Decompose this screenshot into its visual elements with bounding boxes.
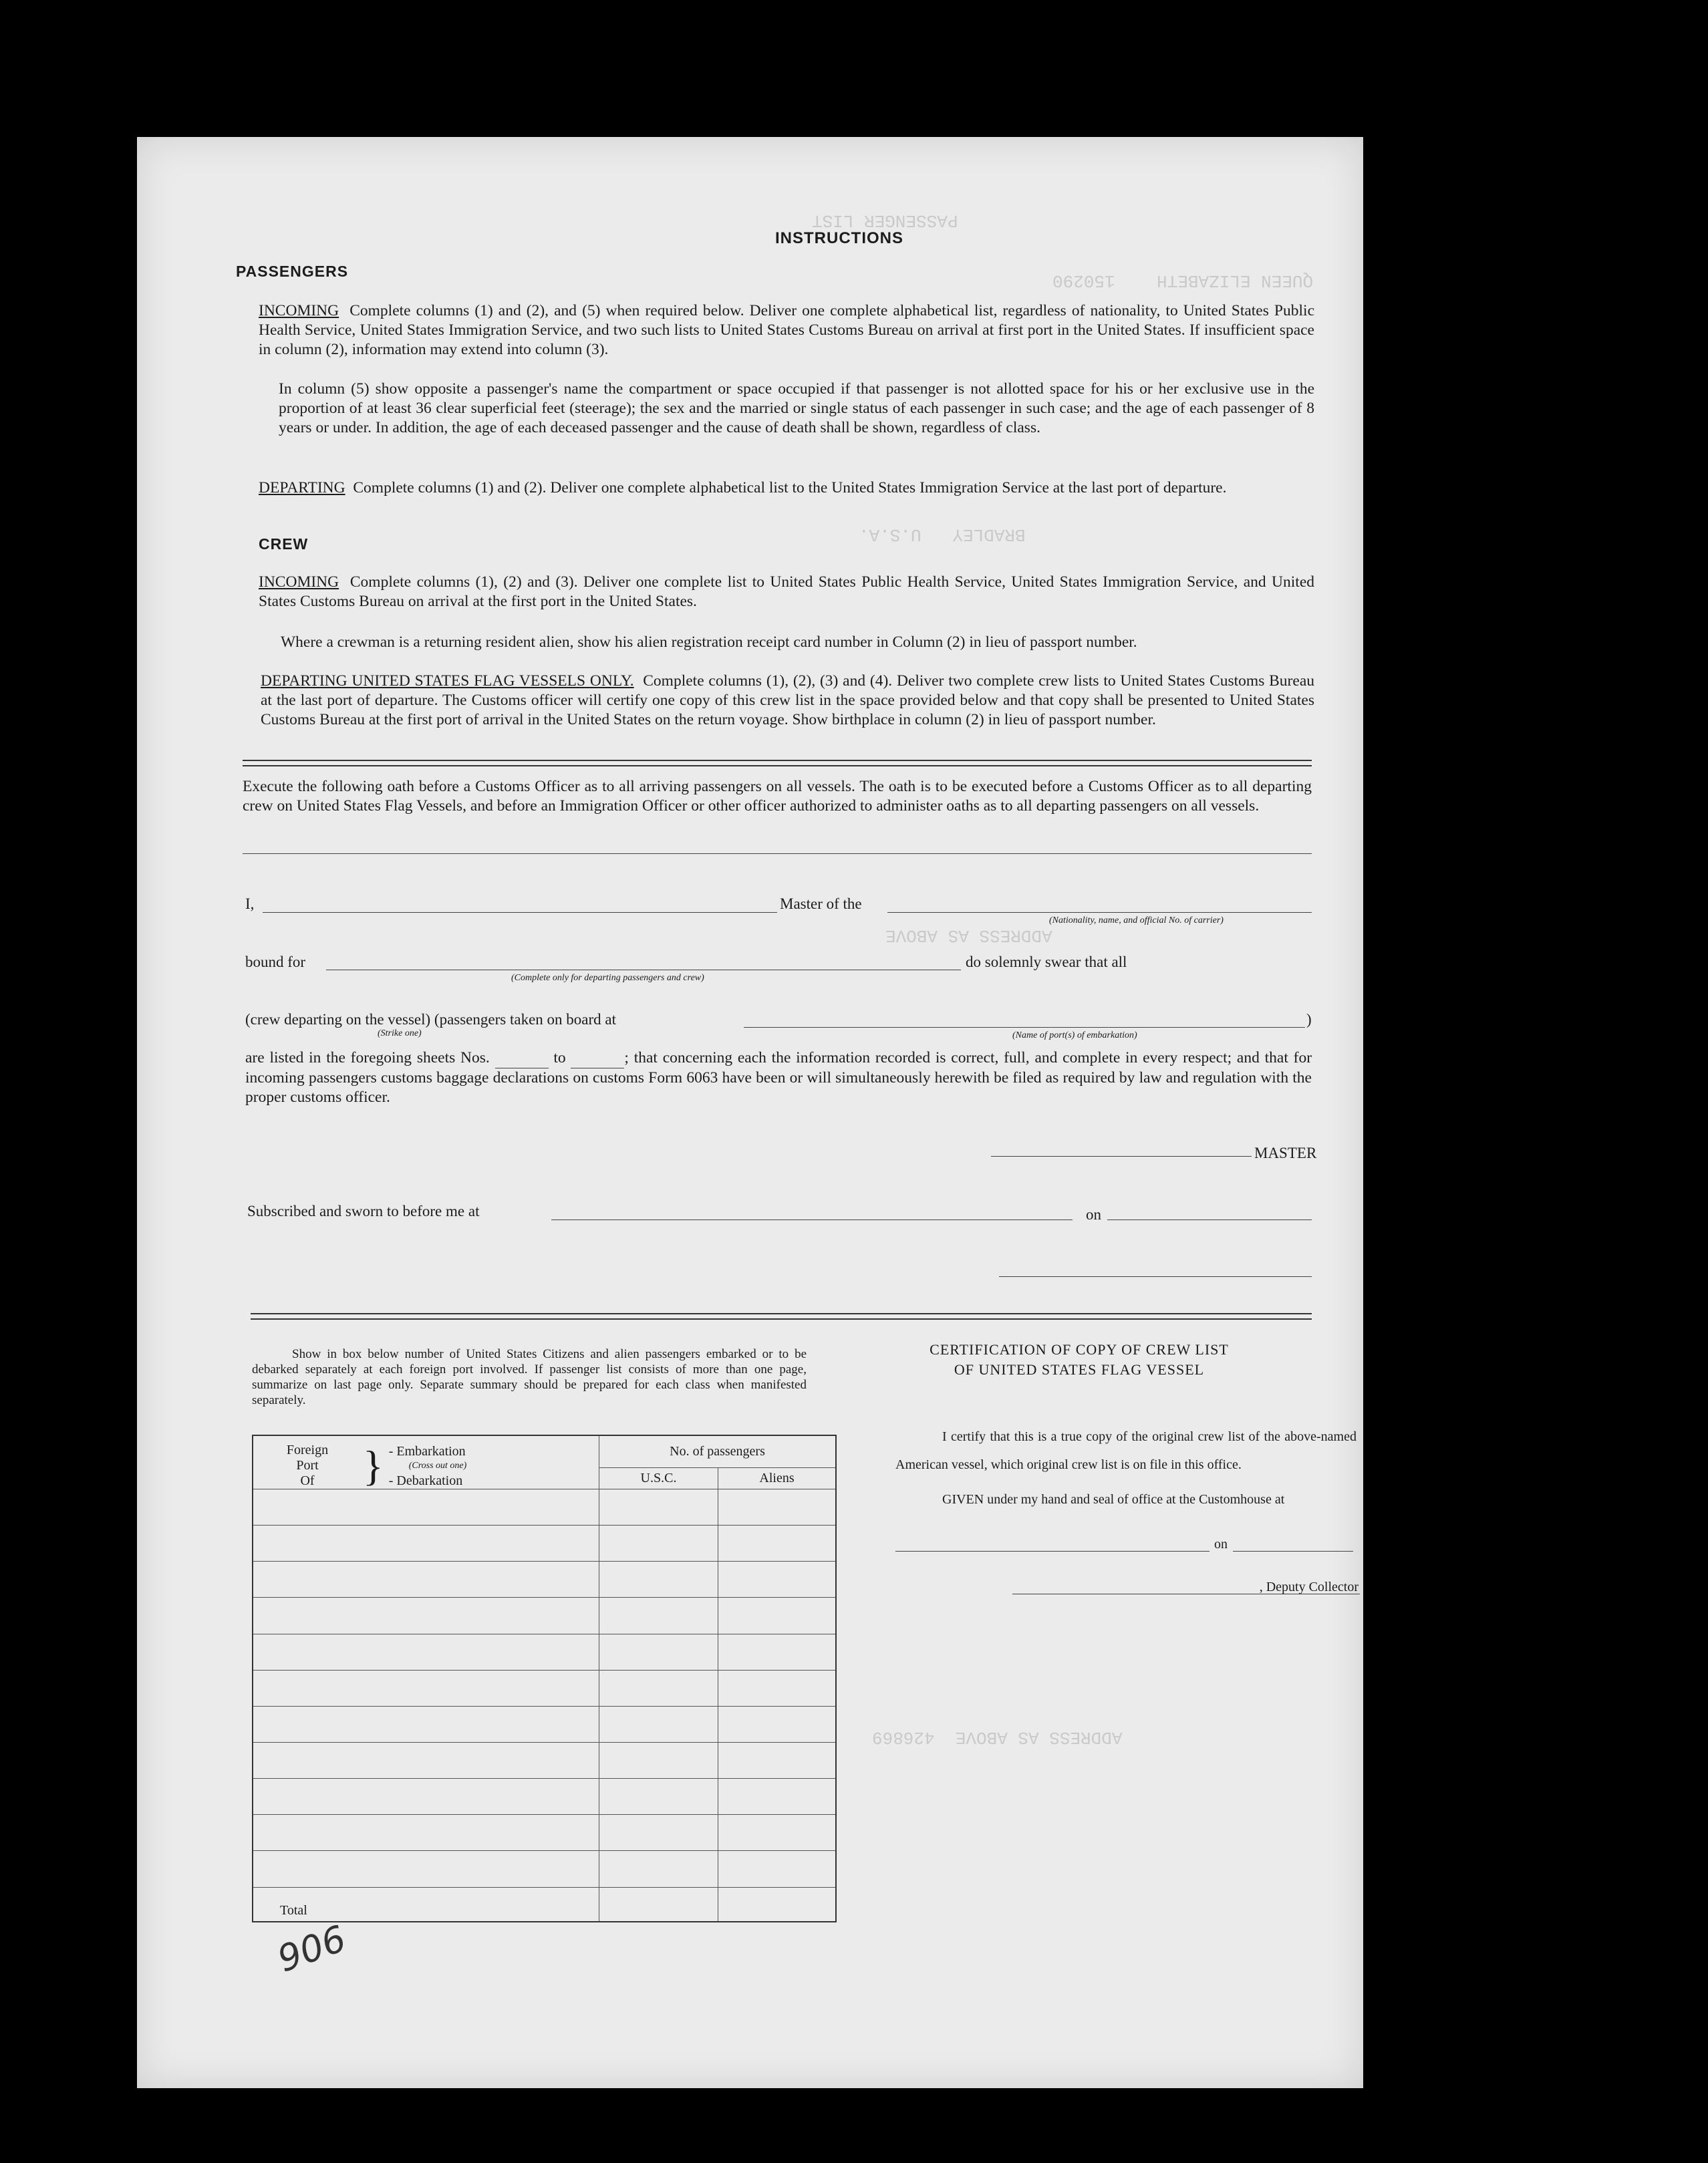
divider-line [243,853,1312,854]
usc-cell[interactable] [599,1562,718,1598]
crew-incoming-label: INCOMING [259,573,339,591]
passengers-departing-paragraph [259,478,1314,498]
to-label: to [553,1049,566,1066]
aliens-cell[interactable] [718,1562,837,1598]
carrier-caption: (Nationality, name, and official No. of carrier) [1049,915,1224,925]
incoming-text: Complete columns (1) and (2), and (5) when required below. Deliver one complete alphabetical list, regardless of nationality, to United States Public Health Service, United States Immigration Service, and two such lists to United States Customs Bureau on arrival at first port in the United States. If insufficient space in column (2), information may extend into column (3). [259,302,1314,358]
document-page [137,137,1363,2088]
listed-paragraph [245,1048,1312,1107]
port-cell[interactable] [253,1526,599,1562]
of-label: Of [300,1473,315,1488]
embarkation-port-field[interactable] [744,1027,1305,1028]
sworn-on-label: on [1086,1206,1101,1223]
passengers-column5-paragraph: In column (5) show opposite a passenger's name the compartment or space occupied if that passenger is not allotted space for his or her exclusive use in the proportion of at least 36 clear superficial feet (steerage); the sex and the married or single status of each passenger in such case; and the age of each passenger of 8 years or under. In addition, the age of each deceased passenger and the cause of death shall be shown, regardless of class. [279,380,1314,436]
strike-caption: (Strike one) [378,1028,422,1038]
bleedthrough-text: QUEEN ELIZABETH 150290 [1052,271,1314,291]
bound-for-label: bound for [245,954,306,970]
aliens-cell[interactable] [718,1742,837,1778]
aliens-cell[interactable] [718,1851,837,1887]
sworn-date-field[interactable] [1107,1219,1312,1220]
crew-heading: CREW [259,535,309,553]
sheet-from-field[interactable] [495,1048,549,1068]
aliens-header: Aliens [718,1467,837,1489]
listed-text: are listed in the foregoing sheets Nos. [245,1049,490,1066]
customhouse-field[interactable] [895,1551,1209,1552]
port-cell[interactable] [253,1742,599,1778]
aliens-cell[interactable] [718,1670,837,1706]
sheet-to-field[interactable] [571,1048,624,1068]
departing-text: Complete columns (1) and (2). Deliver one complete alphabetical list to the United States Immigration Service at the last port of departure. [353,479,1227,496]
usc-cell[interactable] [599,1779,718,1815]
foreign-label: Foreign [286,1443,329,1457]
passengers-incoming-paragraph [259,301,1314,359]
bleedthrough-text: PASSENGER LIST [812,210,958,231]
usc-cell[interactable] [599,1670,718,1706]
usc-total-cell[interactable] [599,1887,718,1922]
debarkation-label: - Debarkation [388,1473,463,1488]
embarkation-label: - Embarkation [388,1443,466,1459]
officer-signature-field[interactable] [999,1276,1312,1277]
passenger-summary-table [252,1435,837,1922]
certify-text: I certify that this is a true copy of the original crew list of the above-named American vessel, which original crew list is on file in this office. [895,1429,1357,1472]
crew-departing-paragraph [261,672,1314,730]
master-signature-field[interactable] [991,1156,1252,1157]
no-of-passengers-header: No. of passengers [599,1435,837,1467]
swear-label: do solemnly swear that all [966,954,1127,970]
carrier-field[interactable] [887,912,1312,913]
certification-heading [892,1340,1266,1380]
port-cell[interactable] [253,1634,599,1670]
port-cell[interactable] [253,1815,599,1851]
port-cell[interactable] [253,1851,599,1887]
cert-on-label: on [1214,1537,1228,1552]
usc-header: U.S.C. [599,1467,718,1489]
cross-out-caption: (Cross out one) [408,1460,467,1471]
i-label: I, [245,895,255,912]
aliens-cell[interactable] [718,1779,837,1815]
aliens-total-cell[interactable] [718,1887,837,1922]
port-cell[interactable] [253,1670,599,1706]
usc-cell[interactable] [599,1742,718,1778]
usc-cell[interactable] [599,1815,718,1851]
deputy-label: , Deputy Collector [1259,1580,1359,1594]
usc-cell[interactable] [599,1526,718,1562]
port-header-cell [253,1435,599,1489]
usc-cell[interactable] [599,1706,718,1742]
aliens-cell[interactable] [718,1706,837,1742]
port-cell[interactable] [253,1706,599,1742]
bleedthrough-text: BRADLEY U.S.A. [859,525,1026,545]
listed-rest: ; that concerning each the information recorded is correct, full, and complete in every respect; and that for incoming passengers customs baggage declarations on customs Form 6063 have been or will simultaneously herewith be filed as required by law and regulation with the proper customs officer. [245,1049,1312,1106]
section-divider [243,760,1312,766]
aliens-cell[interactable] [718,1815,837,1851]
brace-glyph: } [363,1441,384,1489]
port-cell[interactable] [253,1562,599,1598]
summary-instructions: Show in box below number of United States Citizens and alien passengers embarked or to be debarked separately at each foreign port involved. If passenger list consists of more than one page, summarize on last page only. Separate summary should be prepared for each class when manifested separately. [252,1347,807,1407]
crew-departing-text: Complete columns (1), (2), (3) and (4). Deliver two complete crew lists to United States Customs Bureau at the last port of departure. The Customs officer will certify one copy of this crew list in the space provided below and that copy shall be presented to United States Customs Bureau at the first port of arrival in the United States on the return voyage. Show birthplace in column (2) in lieu of passport number. [261,672,1314,728]
handwritten-number: 906 [272,1917,351,1981]
port-cell[interactable] [253,1489,599,1526]
usc-cell[interactable] [599,1851,718,1887]
departing-label: DEPARTING [259,479,345,496]
usc-cell[interactable] [599,1489,718,1526]
ports-caption: (Name of port(s) of embarkation) [1012,1030,1137,1040]
aliens-cell[interactable] [718,1489,837,1526]
master-label: MASTER [1254,1145,1317,1161]
aliens-cell[interactable] [718,1634,837,1670]
aliens-cell[interactable] [718,1598,837,1634]
aliens-cell[interactable] [718,1526,837,1562]
incoming-label: INCOMING [259,302,339,319]
crew-incoming-text: Complete columns (1), (2) and (3). Deliver one complete list to United States Public Health Service, United States Immigration Service, and United States Customs Bureau on arrival at the first port in the United States. [259,573,1315,610]
port-label: Port [296,1458,319,1473]
cert-date-field[interactable] [1233,1551,1353,1552]
crew-incoming-paragraph [259,573,1314,611]
close-paren: ) [1306,1011,1312,1028]
oath-intro: Execute the following oath before a Customs Officer as to all arriving passengers on all vessels. The oath is to be executed before a Customs Officer as to all departing crew on United States Flag Vessels, and before an Immigration Officer or other officer authorized to administer oaths as to all departing passengers on all vessels. [243,778,1312,815]
crew-returning-paragraph: Where a crewman is a returning resident alien, show his alien registration receipt card number in Column (2) in lieu of passport number. [281,633,1137,651]
certification-heading-line2: OF UNITED STATES FLAG VESSEL [954,1361,1205,1378]
crew-departing-choice: (crew departing on the vessel) (passengers taken on board at [245,1011,616,1028]
port-cell[interactable] [253,1598,599,1634]
page-title: INSTRUCTIONS [775,229,903,247]
bleedthrough-text: ADDRESS AS ABOVE 426869 [872,1727,1123,1747]
sworn-place-field[interactable] [551,1219,1073,1220]
total-label: Total [253,1887,599,1922]
crew-departing-label: DEPARTING UNITED STATES FLAG VESSELS ONLY. [261,672,634,690]
section-divider [251,1313,1312,1320]
port-cell[interactable] [253,1779,599,1815]
given-text: GIVEN under my hand and seal of office at the Customhouse at [942,1492,1285,1507]
usc-cell[interactable] [599,1634,718,1670]
bleedthrough-text: ADDRESS AS ABOVE [885,925,1052,946]
usc-cell[interactable] [599,1598,718,1634]
passengers-heading: PASSENGERS [236,263,349,280]
master-name-field[interactable] [263,912,777,913]
master-of-label: Master of the [780,895,862,912]
certification-heading-line1: CERTIFICATION OF COPY OF CREW LIST [930,1341,1229,1358]
subscribed-label: Subscribed and sworn to before me at [247,1203,480,1219]
bound-caption: (Complete only for departing passengers and crew) [511,973,704,983]
